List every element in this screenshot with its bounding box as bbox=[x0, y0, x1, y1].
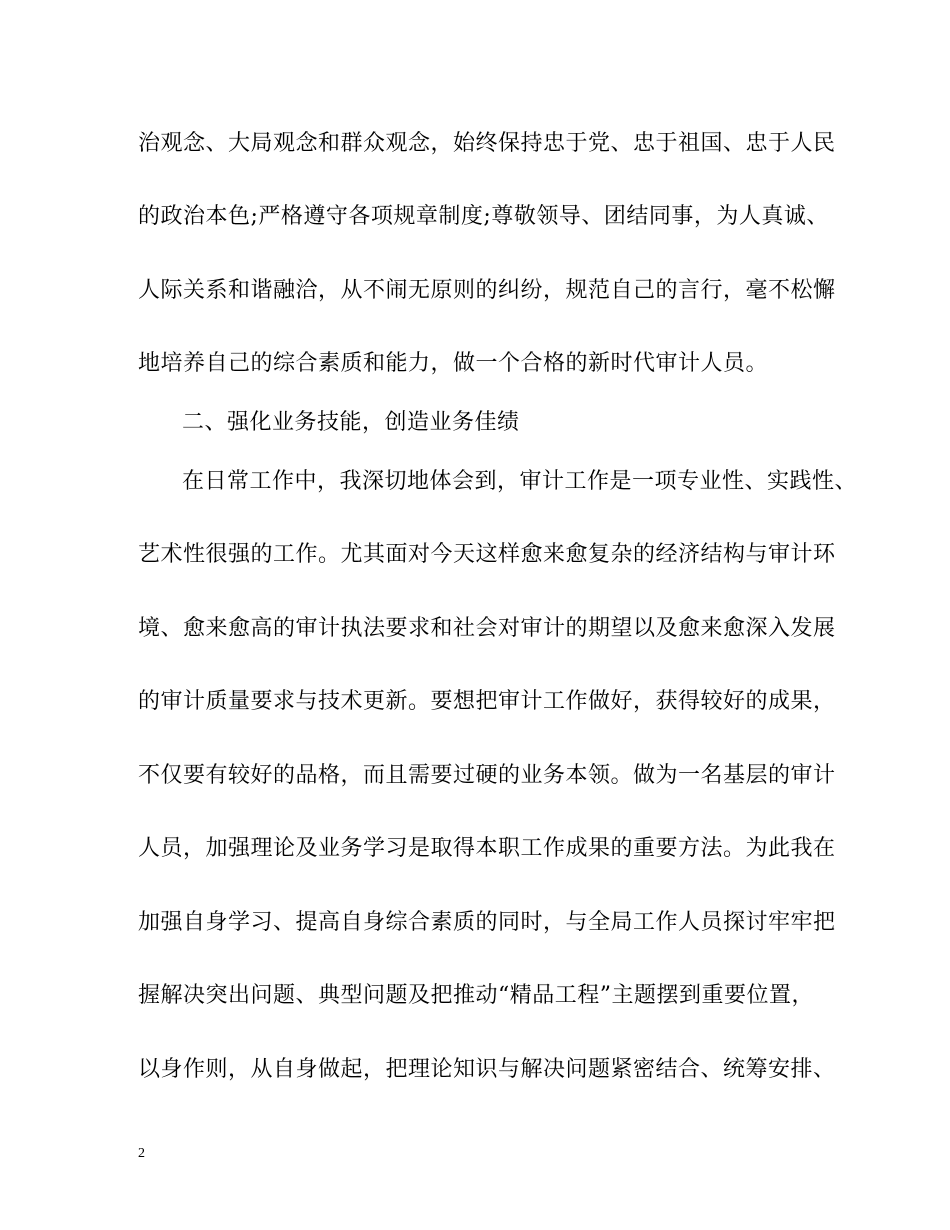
page-number: 2 bbox=[138, 1146, 145, 1161]
paragraph-line: 人际关系和谐融洽，从不闹无原则的纠纷，规范自己的言行，毫不松懈 bbox=[138, 278, 836, 303]
paragraph-line: 的政治本色;严格遵守各项规章制度;尊敬领导、团结同事，为人真诚、 bbox=[138, 204, 829, 229]
paragraph-line: 地培养自己的综合素质和能力，做一个合格的新时代审计人员。 bbox=[138, 351, 769, 376]
paragraph-line: 加强自身学习、提高自身综合素质的同时，与全局工作人员探讨牢牢把 bbox=[138, 910, 836, 935]
paragraph-line: 握解决突出问题、典型问题及把推动“精品工程”主题摆到重要位置， bbox=[138, 983, 814, 1008]
paragraph-line: 艺术性很强的工作。尤其面对今天这样愈来愈复杂的经济结构与审计环 bbox=[138, 542, 836, 567]
paragraph-line: 的审计质量要求与技术更新。要想把审计工作做好，获得较好的成果， bbox=[138, 689, 836, 714]
paragraph-line: 不仅要有较好的品格，而且需要过硬的业务本领。做为一名基层的审计 bbox=[138, 763, 836, 788]
paragraph-line: 境、愈来愈高的审计执法要求和社会对审计的期望以及愈来愈深入发展 bbox=[138, 616, 836, 641]
section-heading: 二、强化业务技能，创造业务佳绩 bbox=[182, 410, 520, 435]
paragraph-line: 治观念、大局观念和群众观念，始终保持忠于党、忠于祖国、忠于人民 bbox=[138, 131, 836, 156]
paragraph-line: 在日常工作中，我深切地体会到，审计工作是一项专业性、实践性、 bbox=[182, 469, 858, 494]
paragraph-line: 人员，加强理论及业务学习是取得本职工作成果的重要方法。为此我在 bbox=[138, 836, 836, 861]
paragraph-line: 以身作则，从自身做起，把理论知识与解决问题紧密结合、统筹安排、 bbox=[138, 1057, 836, 1082]
